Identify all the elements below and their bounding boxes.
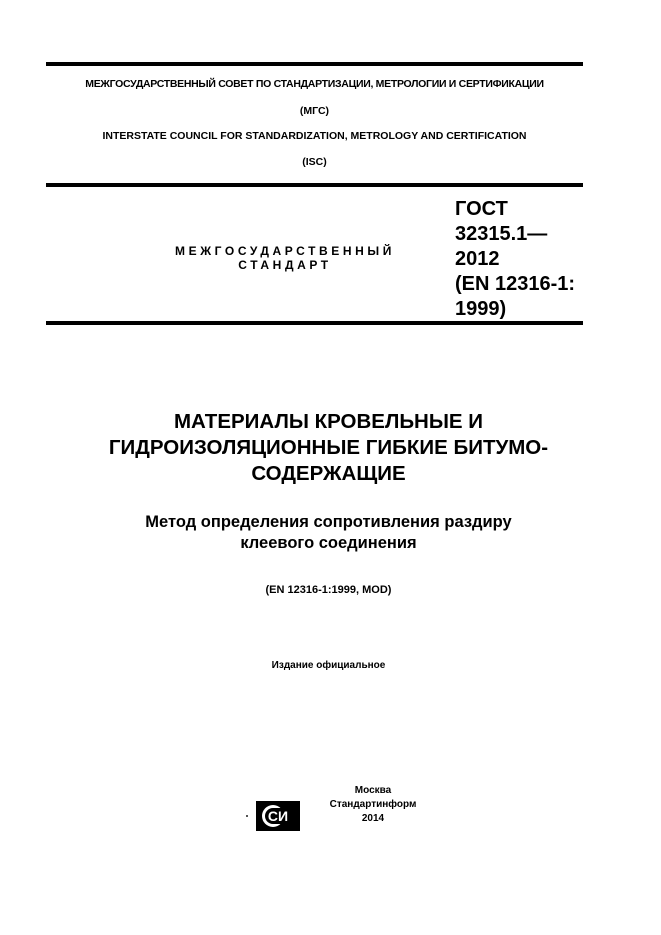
logo-text: СИ — [267, 808, 289, 824]
document-subtitle — [60, 512, 597, 554]
standard-code-line: 32315.1— — [455, 223, 548, 245]
stray-mark — [246, 815, 248, 817]
modification-reference: (EN 12316-1:1999, MOD) — [265, 584, 392, 596]
council-abbr-en: (ISC) — [302, 156, 327, 168]
standard-code-line: (EN 12316-1: — [455, 273, 576, 295]
document-title-line: СОДЕРЖАЩИЕ — [251, 462, 406, 485]
publisher-city: Москва — [354, 785, 392, 796]
standard-code-line: ГОСТ — [455, 198, 508, 220]
document-title — [60, 409, 597, 487]
document-subtitle-line: клеевого соединения — [240, 534, 417, 552]
standard-type-line-2: СТАНДАРТ — [238, 258, 332, 272]
standard-type-line-1: МЕЖГОСУДАРСТВЕННЫЙ — [175, 244, 395, 258]
council-name-en: INTERSTATE COUNCIL FOR STANDARDIZATION, METROLOGY AND CERTIFICATION — [102, 130, 527, 142]
publisher-block — [316, 784, 430, 826]
council-abbr-ru: (МГС) — [299, 105, 330, 117]
bottom-rule — [46, 321, 583, 325]
standard-code-line: 1999) — [455, 298, 507, 320]
document-title-line: ГИДРОИЗОЛЯЦИОННЫЕ ГИБКИЕ БИТУМО- — [108, 436, 549, 459]
standard-code-line: 2012 — [455, 248, 500, 270]
council-name-ru: МЕЖГОСУДАРСТВЕННЫЙ СОВЕТ ПО СТАНДАРТИЗАЦИИ, МЕТРОЛОГИИ И СЕРТИФИКАЦИИ — [85, 78, 544, 90]
top-rule — [46, 62, 583, 66]
standard-type — [150, 244, 420, 272]
document-subtitle-line: Метод определения сопротивления раздиру — [145, 513, 512, 531]
publisher-name: Стандартинформ — [329, 799, 417, 810]
middle-rule — [46, 183, 583, 187]
standartinform-logo-icon — [256, 801, 300, 831]
standard-code — [455, 197, 575, 322]
publisher-year: 2014 — [361, 813, 385, 824]
document-title-line: МАТЕРИАЛЫ КРОВЕЛЬНЫЕ И — [173, 410, 484, 433]
edition-note: Издание официальное — [271, 660, 386, 671]
